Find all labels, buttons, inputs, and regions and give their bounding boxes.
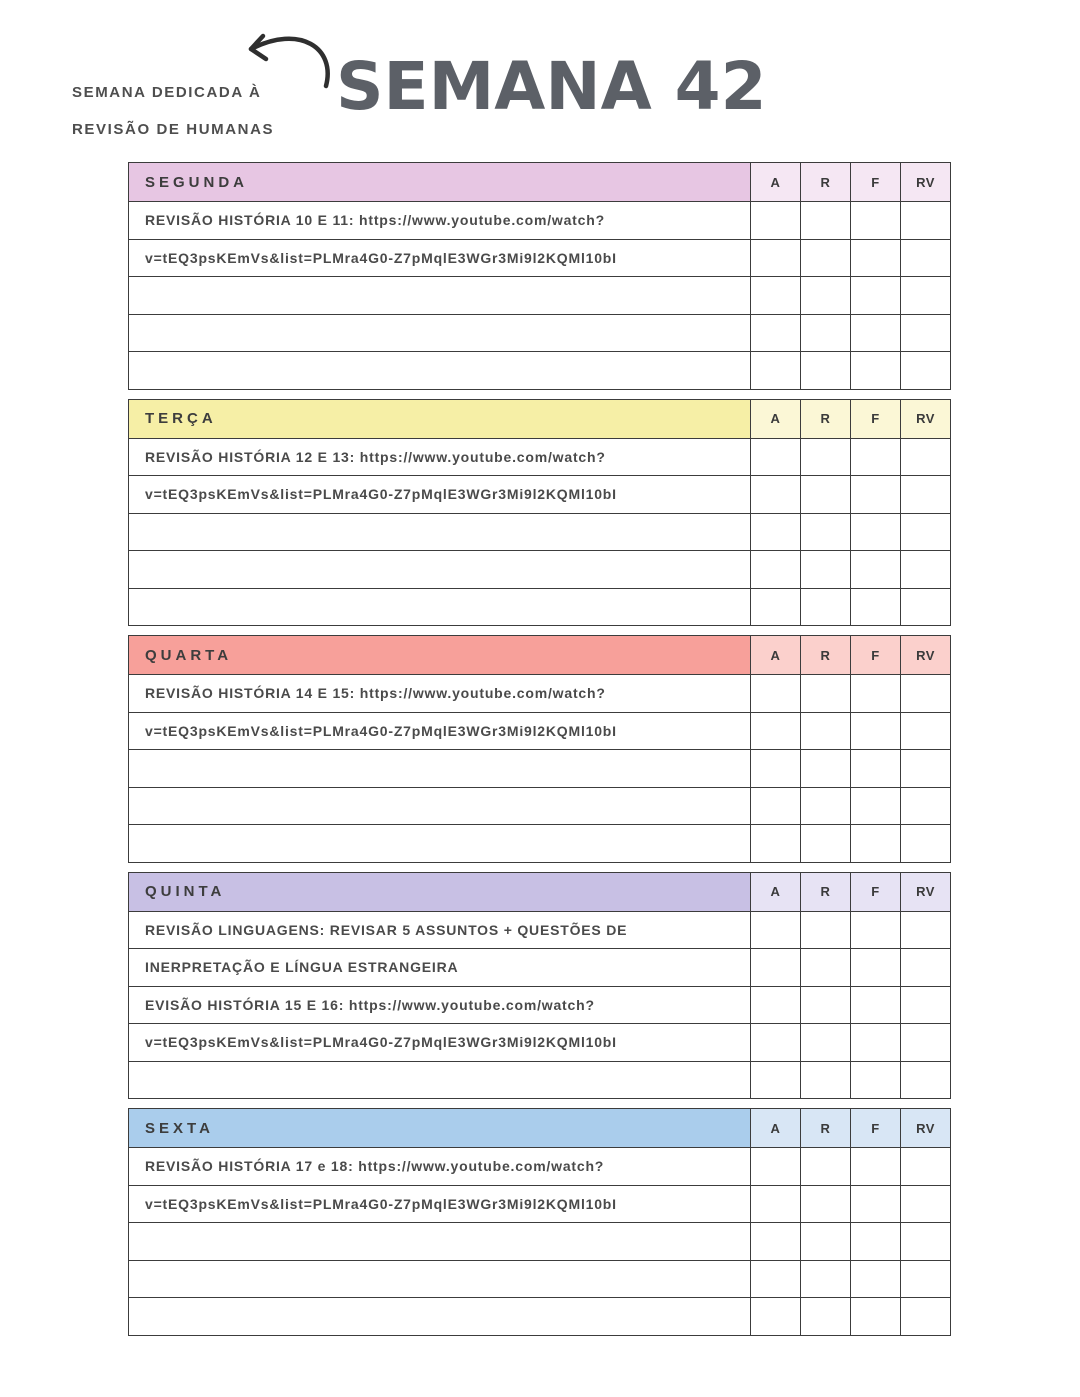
checkbox-cell-f: [851, 1298, 901, 1336]
column-header-a: A: [751, 636, 801, 675]
checkbox-cell-r: [801, 1061, 851, 1099]
checkbox-cell-r: [801, 588, 851, 626]
checkbox-cell-f: [851, 202, 901, 240]
checkbox-cell-rv: [901, 911, 951, 949]
checkbox-cell-f: [851, 438, 901, 476]
checkbox-cell-a: [751, 202, 801, 240]
task-text: v=tEQ3psKEmVs&list=PLMra4G0-Z7pMqlE3WGr3Mi9l2KQMl10bI: [129, 476, 751, 514]
checkbox-cell-r: [801, 750, 851, 788]
checkbox-cell-rv: [901, 1024, 951, 1062]
checkbox-cell-f: [851, 712, 901, 750]
checkbox-cell-a: [751, 675, 801, 713]
checkbox-cell-r: [801, 1148, 851, 1186]
checkbox-cell-f: [851, 352, 901, 390]
column-header-f: F: [851, 636, 901, 675]
checkbox-cell-r: [801, 314, 851, 352]
checkbox-cell-a: [751, 513, 801, 551]
checkbox-cell-a: [751, 277, 801, 315]
checkbox-cell-r: [801, 551, 851, 589]
checkbox-cell-r: [801, 1185, 851, 1223]
task-empty-cell: [129, 750, 751, 788]
column-header-rv: RV: [901, 1109, 951, 1148]
checkbox-cell-a: [751, 314, 801, 352]
checkbox-cell-f: [851, 986, 901, 1024]
checkbox-cell-a: [751, 1148, 801, 1186]
checkbox-cell-a: [751, 986, 801, 1024]
checkbox-cell-r: [801, 712, 851, 750]
checkbox-cell-r: [801, 277, 851, 315]
checkbox-cell-r: [801, 986, 851, 1024]
checkbox-cell-a: [751, 787, 801, 825]
checkbox-cell-rv: [901, 438, 951, 476]
checkbox-cell-a: [751, 239, 801, 277]
checkbox-cell-f: [851, 1185, 901, 1223]
checkbox-cell-f: [851, 1061, 901, 1099]
column-header-f: F: [851, 1109, 901, 1148]
task-empty-cell: [129, 352, 751, 390]
checkbox-cell-r: [801, 675, 851, 713]
checkbox-cell-rv: [901, 675, 951, 713]
checkbox-cell-a: [751, 712, 801, 750]
column-header-f: F: [851, 163, 901, 202]
checkbox-cell-a: [751, 825, 801, 863]
checkbox-cell-a: [751, 1061, 801, 1099]
column-header-a: A: [751, 399, 801, 438]
planner-table-area: [128, 162, 950, 1345]
task-text: REVISÃO HISTÓRIA 17 e 18: https://www.youtube.com/watch?: [129, 1148, 751, 1186]
checkbox-cell-a: [751, 551, 801, 589]
checkbox-cell-a: [751, 1024, 801, 1062]
checkbox-cell-rv: [901, 588, 951, 626]
column-header-f: F: [851, 399, 901, 438]
checkbox-cell-rv: [901, 712, 951, 750]
day-section-segunda: [128, 162, 951, 390]
checkbox-cell-rv: [901, 1223, 951, 1261]
column-header-a: A: [751, 1109, 801, 1148]
checkbox-cell-r: [801, 787, 851, 825]
week-note-line1: SEMANA DEDICADA À: [72, 84, 262, 101]
checkbox-cell-a: [751, 352, 801, 390]
checkbox-cell-f: [851, 513, 901, 551]
column-header-r: R: [801, 163, 851, 202]
day-section-quinta: [128, 872, 951, 1100]
day-section-terca: [128, 399, 951, 627]
column-header-rv: RV: [901, 399, 951, 438]
checkbox-cell-r: [801, 1223, 851, 1261]
task-empty-cell: [129, 1260, 751, 1298]
day-label: QUARTA: [129, 636, 751, 675]
column-header-rv: RV: [901, 872, 951, 911]
checkbox-cell-rv: [901, 202, 951, 240]
checkbox-cell-rv: [901, 239, 951, 277]
day-label: QUINTA: [129, 872, 751, 911]
checkbox-cell-f: [851, 1024, 901, 1062]
checkbox-cell-r: [801, 513, 851, 551]
checkbox-cell-f: [851, 277, 901, 315]
checkbox-cell-f: [851, 750, 901, 788]
checkbox-cell-rv: [901, 986, 951, 1024]
task-text: v=tEQ3psKEmVs&list=PLMra4G0-Z7pMqlE3WGr3Mi9l2KQMl10bI: [129, 1024, 751, 1062]
checkbox-cell-a: [751, 750, 801, 788]
checkbox-cell-f: [851, 1148, 901, 1186]
checkbox-cell-rv: [901, 352, 951, 390]
checkbox-cell-f: [851, 314, 901, 352]
checkbox-cell-r: [801, 911, 851, 949]
checkbox-cell-rv: [901, 551, 951, 589]
checkbox-cell-a: [751, 1298, 801, 1336]
checkbox-cell-f: [851, 1223, 901, 1261]
task-empty-cell: [129, 513, 751, 551]
checkbox-cell-r: [801, 352, 851, 390]
checkbox-cell-a: [751, 911, 801, 949]
checkbox-cell-r: [801, 476, 851, 514]
checkbox-cell-rv: [901, 1148, 951, 1186]
week-note-line2: REVISÃO DE HUMANAS: [72, 121, 275, 138]
task-empty-cell: [129, 1223, 751, 1261]
page-title: SEMANA 42: [336, 48, 767, 125]
checkbox-cell-r: [801, 825, 851, 863]
checkbox-cell-rv: [901, 787, 951, 825]
checkbox-cell-r: [801, 1024, 851, 1062]
day-label: TERÇA: [129, 399, 751, 438]
task-empty-cell: [129, 277, 751, 315]
day-label: SEGUNDA: [129, 163, 751, 202]
checkbox-cell-a: [751, 1223, 801, 1261]
checkbox-cell-a: [751, 1185, 801, 1223]
task-text: v=tEQ3psKEmVs&list=PLMra4G0-Z7pMqlE3WGr3Mi9l2KQMl10bI: [129, 712, 751, 750]
checkbox-cell-f: [851, 911, 901, 949]
column-header-r: R: [801, 399, 851, 438]
checkbox-cell-r: [801, 438, 851, 476]
checkbox-cell-a: [751, 949, 801, 987]
task-text: REVISÃO HISTÓRIA 12 E 13: https://www.youtube.com/watch?: [129, 438, 751, 476]
checkbox-cell-r: [801, 1298, 851, 1336]
checkbox-cell-rv: [901, 750, 951, 788]
checkbox-cell-f: [851, 949, 901, 987]
checkbox-cell-rv: [901, 314, 951, 352]
checkbox-cell-f: [851, 787, 901, 825]
column-header-rv: RV: [901, 163, 951, 202]
task-empty-cell: [129, 825, 751, 863]
checkbox-cell-a: [751, 438, 801, 476]
task-text: REVISÃO HISTÓRIA 10 E 11: https://www.youtube.com/watch?: [129, 202, 751, 240]
checkbox-cell-rv: [901, 476, 951, 514]
task-text: INERPRETAÇÃO E LÍNGUA ESTRANGEIRA: [129, 949, 751, 987]
checkbox-cell-r: [801, 239, 851, 277]
checkbox-cell-f: [851, 825, 901, 863]
checkbox-cell-rv: [901, 949, 951, 987]
checkbox-cell-rv: [901, 1260, 951, 1298]
checkbox-cell-f: [851, 551, 901, 589]
task-empty-cell: [129, 314, 751, 352]
checkbox-cell-f: [851, 476, 901, 514]
checkbox-cell-rv: [901, 1185, 951, 1223]
column-header-r: R: [801, 872, 851, 911]
checkbox-cell-rv: [901, 825, 951, 863]
checkbox-cell-f: [851, 239, 901, 277]
checkbox-cell-r: [801, 1260, 851, 1298]
task-empty-cell: [129, 551, 751, 589]
column-header-rv: RV: [901, 636, 951, 675]
checkbox-cell-rv: [901, 277, 951, 315]
checkbox-cell-f: [851, 1260, 901, 1298]
checkbox-cell-r: [801, 949, 851, 987]
task-text: REVISÃO LINGUAGENS: REVISAR 5 ASSUNTOS + QUESTÕES DE: [129, 911, 751, 949]
day-label: SEXTA: [129, 1109, 751, 1148]
task-text: EVISÃO HISTÓRIA 15 E 16: https://www.youtube.com/watch?: [129, 986, 751, 1024]
task-empty-cell: [129, 588, 751, 626]
checkbox-cell-rv: [901, 513, 951, 551]
checkbox-cell-a: [751, 588, 801, 626]
checkbox-cell-a: [751, 1260, 801, 1298]
task-empty-cell: [129, 787, 751, 825]
checkbox-cell-f: [851, 675, 901, 713]
checkbox-cell-a: [751, 476, 801, 514]
task-text: v=tEQ3psKEmVs&list=PLMra4G0-Z7pMqlE3WGr3Mi9l2KQMl10bI: [129, 239, 751, 277]
task-empty-cell: [129, 1061, 751, 1099]
day-section-sexta: [128, 1108, 951, 1336]
column-header-r: R: [801, 636, 851, 675]
column-header-f: F: [851, 872, 901, 911]
checkbox-cell-rv: [901, 1298, 951, 1336]
task-text: REVISÃO HISTÓRIA 14 E 15: https://www.youtube.com/watch?: [129, 675, 751, 713]
checkbox-cell-f: [851, 588, 901, 626]
column-header-a: A: [751, 163, 801, 202]
day-section-quarta: [128, 635, 951, 863]
checkbox-cell-rv: [901, 1061, 951, 1099]
column-header-a: A: [751, 872, 801, 911]
column-header-r: R: [801, 1109, 851, 1148]
task-empty-cell: [129, 1298, 751, 1336]
curved-arrow-icon: [238, 28, 342, 92]
checkbox-cell-r: [801, 202, 851, 240]
task-text: v=tEQ3psKEmVs&list=PLMra4G0-Z7pMqlE3WGr3Mi9l2KQMl10bI: [129, 1185, 751, 1223]
